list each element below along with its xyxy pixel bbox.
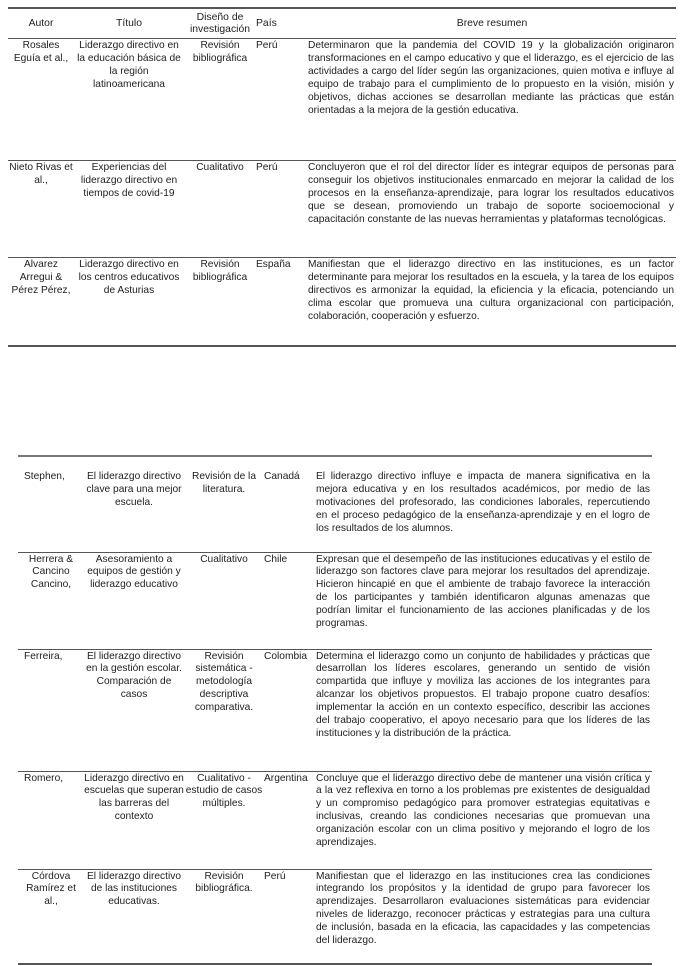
cell-autor: Rosales Eguía et al., [13,40,69,64]
cell-pais: España [256,259,291,270]
table-row [18,771,652,869]
cell-autor: Stephen, [24,471,65,482]
cell-resumen: Concluye que el liderazgo directivo debe de mantener una visión crítica y a la vez reflexiva en torno a los problemas pre existentes de desigualdad y un compromiso pedagógico para promover estrategias equitativas e inclusivas, creando las condiciones necesarias que promuevan una organización escolar con un clima positivo y mejorando el logro de los aprendizajes. [316,772,650,849]
table-row [18,869,652,964]
cell-pais: Chile [264,553,288,565]
cell-diseno: Revisión de la literatura. [192,471,256,495]
header-diseno: Diseño de investigación [184,8,256,39]
cell-diseno: Cualitativo [200,553,248,565]
cell-resumen: Expresan que el desempeño de las instituciones educativas y el estilo de liderazgo son factores clave para mejorar los resultados del aprendizaje. Hicieron hincapié en que el ambiente de trabajo favorece la interacción de los participantes y también identificaron algunas amenazas que podrían limitar el funcionamiento de las acciones planificadas y de los programas. [316,553,650,630]
cell-diseno: Revisión sistemática - metodología descriptiva comparativa. [194,650,254,714]
cell-titulo: El liderazgo directivo en la gestión escolar. Comparación de casos [86,650,182,701]
cell-resumen: El liderazgo directivo influye e impacta de manera significativa en la mejora educativa y en los resultados académicos, por medio de las motivaciones del profesorado, las condiciones laborales, repercutiendo en el proceso pedagógico de la enseñanza-aprendizaje y en el logro de los resultados de los alumnos. [316,471,650,534]
cell-diseno: Revisión bibliográfica [192,40,248,64]
cell-pais: Colombia [264,650,308,662]
cell-titulo: Asesoramiento a equipos de gestión y liderazgo educativo [87,553,181,591]
table-row [8,161,676,258]
header-autor: Autor [8,8,74,39]
cell-pais: Perú [256,40,278,51]
cell-titulo: Liderazgo directivo en los centros educativos de Asturias [78,259,180,296]
table-header [8,8,676,39]
cell-titulo: Experiencias del liderazgo directivo en tiempos de covid-19 [80,162,178,199]
cell-pais: Perú [256,162,278,173]
cell-autor: Nieto Rivas et al., [9,162,73,186]
cell-diseno: Cualitativo - estudio de casos múltiples. [185,772,263,810]
table-row [18,649,652,771]
cell-autor: Herrera & Cancino Cancino, [28,553,74,591]
cell-autor: Córdova Ramírez et al., [26,870,76,908]
cell-autor: Ferreira, [24,650,63,662]
header-titulo: Título [74,8,184,39]
literature-table-part-1 [8,7,676,347]
cell-titulo: El liderazgo directivo de las instituciones educativas. [87,870,181,908]
table-row [18,552,652,649]
cell-resumen: Determinaron que la pandemia del COVID 19 y la globalización originaron transformaciones en el campo educativo y que el liderazgo, es el ejercicio de las actividades a cargo del líder según las organizaciones, quien motiva e influye al equipo de trabajo para el cumplimiento de lo propuesto en la visión, misión y objetivos, dichas acciones se desarrollan mediante las prácticas que están orientadas a la mejora de la gestión educativa. [308,40,674,116]
cell-resumen: Concluyeron que el rol del director líder es integrar equipos de personas para conseguir los objetivos institucionales enmarcado en mejorar la calidad de los procesos en la enseñanza-aprendizaje, para lograr los resultados educativos que se desean, promoviendo un trabajo de soporte socioemocional y capacitación constante de las nuevas herramientas y plataformas tecnológicas. [308,162,674,225]
cell-pais: Argentina [264,772,308,784]
cell-diseno: Revisión bibliográfica. [195,870,253,895]
cell-diseno: Revisión bibliográfica [192,259,248,283]
cell-resumen: Manifiestan que el liderazgo en las instituciones crea las condiciones integrando los propósitos y la identidad de grupo para favorecer los aprendizajes. Desarrollaron evaluaciones sistemáticas para evidenciar niveles de liderazgo, reconocer prácticas y estrategias para una cultura de inclusión, basada en la eficacia, las capacidades y las competencias del liderazgo. [316,870,650,947]
table-row [18,456,652,552]
cell-titulo: Liderazgo directivo en escuelas que superan las barreras del contexto [84,772,184,823]
table-row [8,39,676,161]
cell-resumen: Determina el liderazgo como un conjunto de habilidades y prácticas que desarrollan los líderes escolares, generando un sentido de visión compartida que influye y moviliza las acciones de los integrantes para alcanzar los objetivos propuestos. El trabajo propone cuatro desafíos: implementar la acción en un contexto específico, describir las acciones del trabajo cooperativo, el apoyo necesario para que los líderes de las instituciones y la distribución de la práctica. [316,650,650,739]
header-pais: País [256,8,308,39]
cell-diseno: Cualitativo [196,162,244,173]
literature-table-part-2 [18,455,652,965]
cell-resumen: Manifiestan que el liderazgo directivo en las instituciones, es un factor determinante para mejorar los resultados en la escuela, y la tarea de los equipos directivos es armonizar la equidad, la eficiencia y la eficacia, potenciando un clima escolar que promueva una cultura organizacional con participación, colaboración, cooperación y esfuerzo. [308,259,674,322]
cell-pais: Canadá [264,471,300,482]
cell-autor: Alvarez Arregui & Pérez Pérez, [11,259,71,296]
header-resumen: Breve resumen [308,8,676,39]
cell-autor: Romero, [24,772,64,784]
cell-pais: Perú [264,870,286,882]
cell-titulo: Liderazgo directivo en la educación básica de la región latinoamericana [77,40,181,90]
cell-titulo: El liderazgo directivo clave para una mejor escuela. [86,471,182,508]
table-row [8,258,676,346]
header-row [8,8,676,39]
